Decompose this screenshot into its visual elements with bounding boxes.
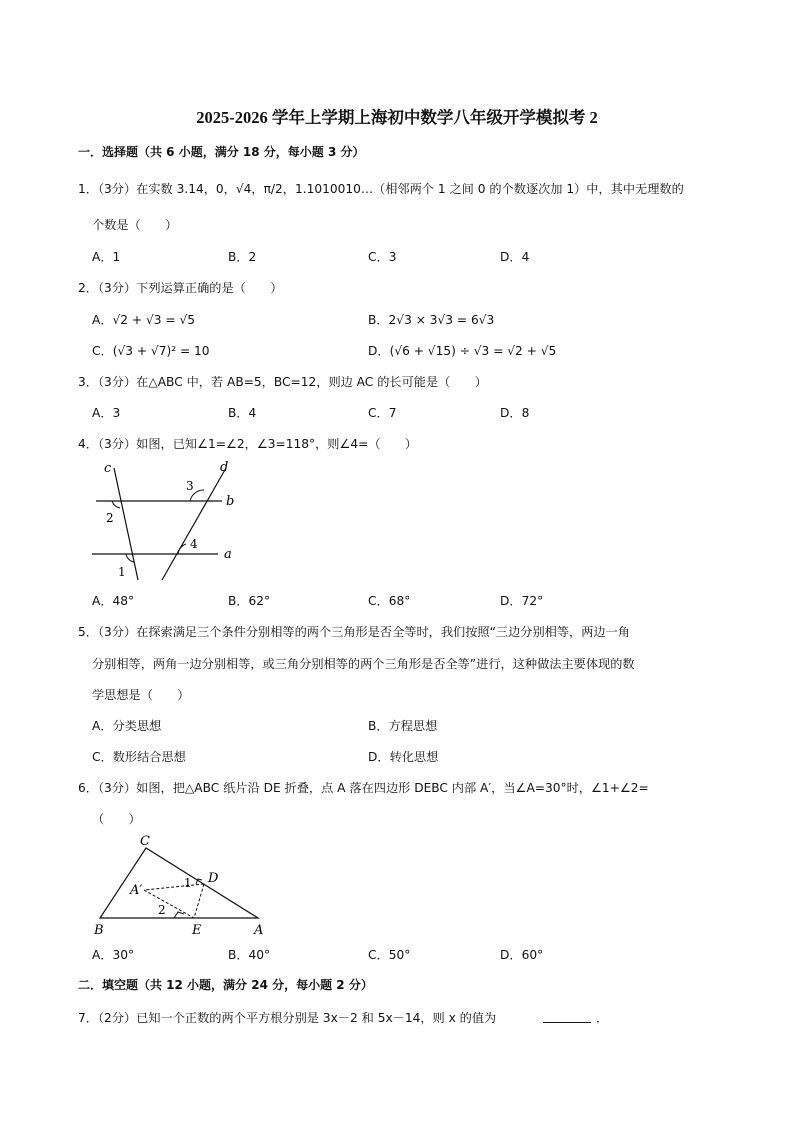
question-2-stem: 2．（3分）下列运算正确的是（ ）	[78, 281, 283, 295]
q1-option-a[interactable]: A．1	[92, 250, 121, 264]
label-d: D	[208, 871, 219, 886]
q6-option-b[interactable]: B．40°	[228, 948, 271, 962]
question-3-stem: 3．（3分）在△ABC 中，若 AB=5，BC=12，则边 AC 的长可能是（ ）	[78, 375, 487, 389]
q5-option-c[interactable]: C．数形结合思想	[92, 750, 186, 764]
segment-ea-prime	[144, 890, 194, 918]
q4-option-d[interactable]: D．72°	[500, 594, 544, 608]
question-5-line-2: 分别相等，两角一边分别相等，或三角分别相等的两个三角形是否全等”进行，这种做法主要体现的数	[92, 657, 635, 671]
question-6-line-2: （ ）	[92, 812, 141, 826]
q2-option-b[interactable]: B．2√3 × 3√3 = 6√3	[368, 313, 495, 327]
label-angle-2: 2	[106, 511, 114, 525]
question-7-tail: ．	[596, 1011, 609, 1025]
page-title: 2025-2026 学年上学期上海初中数学八年级开学模拟考 2	[196, 108, 598, 127]
q6-figure	[88, 832, 278, 940]
angle-2-mark	[174, 912, 184, 918]
label-a-prime: A′	[130, 883, 143, 898]
section-heading-choice: 一．选择题（共 6 小题，满分 18 分，每小题 3 分）	[78, 145, 365, 159]
label-angle-4: 4	[190, 537, 198, 551]
label-e: E	[192, 923, 202, 938]
label-b: b	[226, 494, 235, 509]
line-c	[114, 468, 138, 580]
q6-option-a[interactable]: A．30°	[92, 948, 135, 962]
section-heading-fill: 二．填空题（共 12 小题，满分 24 分，每小题 2 分）	[78, 978, 373, 992]
line-d	[162, 468, 226, 580]
label-angle-2: 2	[158, 903, 166, 917]
q1-option-b[interactable]: B．2	[228, 250, 257, 264]
q3-option-a[interactable]: A．3	[92, 406, 121, 420]
label-b: B	[94, 923, 104, 938]
label-d: d	[220, 460, 229, 475]
q2-option-d[interactable]: D．(√6 + √15) ÷ √3 = √2 + √5	[368, 344, 557, 358]
segment-da-prime	[144, 884, 204, 890]
question-1-line-2: 个数是（ ）	[92, 218, 178, 232]
label-a: a	[224, 547, 232, 562]
q5-option-a[interactable]: A．分类思想	[92, 719, 162, 733]
fold-line-de	[194, 884, 204, 918]
q4-figure	[86, 456, 246, 586]
angle-2-arc	[112, 501, 120, 508]
label-angle-1: 1	[118, 565, 126, 579]
question-5-line-3: 学思想是（ ）	[92, 688, 190, 702]
q2-option-a[interactable]: A．√2 + √3 = √5	[92, 313, 196, 327]
question-1-line-1: 1．（3分）在实数 3.14，0，√4，π/2，1.1010010…（相邻两个 1 之间 0 的个数逐次加 1）中，其中无理数的	[78, 182, 684, 196]
q3-option-b[interactable]: B．4	[228, 406, 257, 420]
q5-option-b[interactable]: B．方程思想	[368, 719, 438, 733]
label-a: A	[254, 923, 264, 938]
q4-option-c[interactable]: C．68°	[368, 594, 411, 608]
answer-blank[interactable]	[543, 1022, 591, 1023]
q3-option-d[interactable]: D．8	[500, 406, 530, 420]
label-angle-1: 1	[184, 876, 192, 890]
q3-option-c[interactable]: C．7	[368, 406, 397, 420]
q5-option-d[interactable]: D．转化思想	[368, 750, 439, 764]
question-5-line-1: 5．（3分）在探索满足三个条件分别相等的两个三角形是否全等时，我们按照“三边分别相等，两边一角	[78, 625, 630, 639]
triangle-abc	[100, 848, 258, 918]
question-4-stem: 4．（3分）如图，已知∠1=∠2，∠3=118°，则∠4=（ ）	[78, 437, 418, 451]
q1-option-d[interactable]: D．4	[500, 250, 530, 264]
label-c: c	[104, 461, 112, 476]
q6-option-d[interactable]: D．60°	[500, 948, 544, 962]
question-7-stem: 7．（2分）已知一个正数的两个平方根分别是 3x－2 和 5x－14，则 x 的值为	[78, 1011, 497, 1025]
q6-option-c[interactable]: C．50°	[368, 948, 411, 962]
label-angle-3: 3	[186, 479, 194, 493]
question-6-line-1: 6．（3分）如图，把△ABC 纸片沿 DE 折叠，点 A 落在四边形 DEBC 内部 A′，当∠A=30°时，∠1+∠2=	[78, 781, 649, 795]
q2-option-c[interactable]: C．(√3 + √7)² = 10	[92, 344, 210, 358]
q1-option-c[interactable]: C．3	[368, 250, 397, 264]
q4-option-b[interactable]: B．62°	[228, 594, 271, 608]
q4-option-a[interactable]: A．48°	[92, 594, 135, 608]
label-c: C	[140, 834, 150, 849]
